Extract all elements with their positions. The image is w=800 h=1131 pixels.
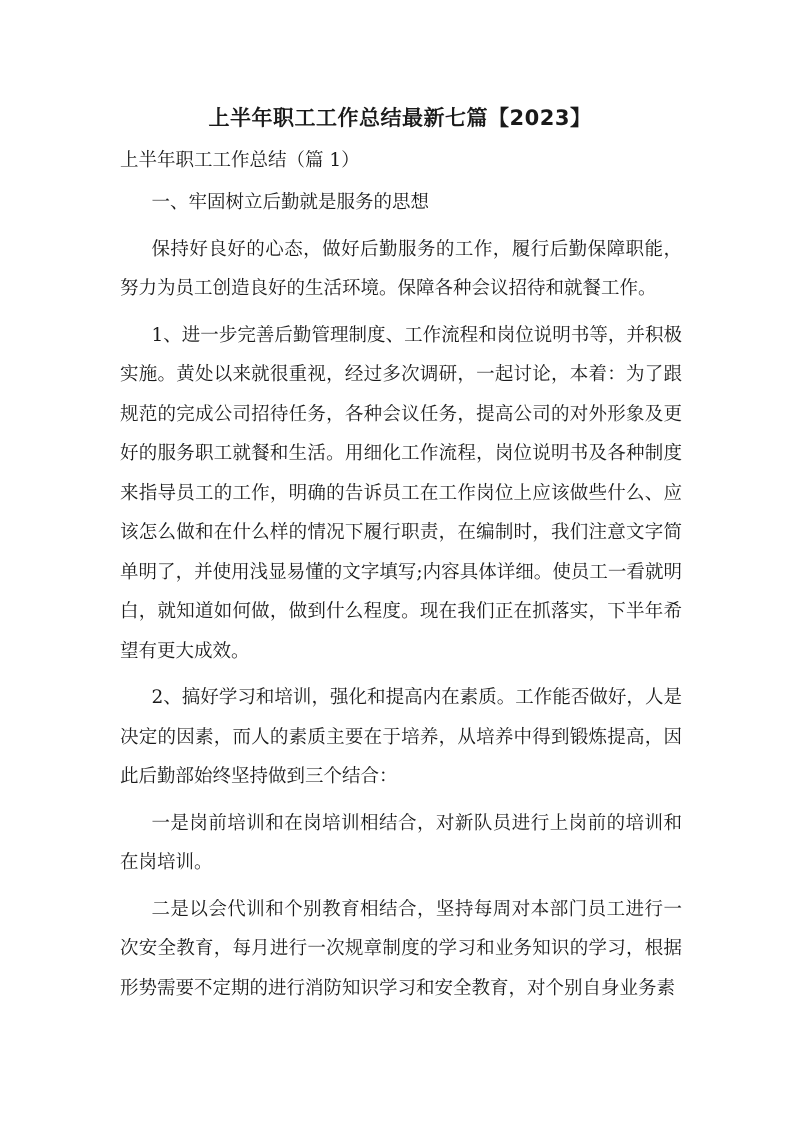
- paragraph: 一是岗前培训和在岗培训相结合，对新队员进行上岗前的培训和在岗培训。: [120, 812, 682, 873]
- paragraph: 二是以会代训和个别教育相结合，坚持每周对本部门员工进行一次安全教育，每月进行一次规章制度的学习和业务知识的学习，根据形势需要不定期的进行消防知识学习和安全教育，对个别自身业务素: [120, 898, 682, 999]
- section-heading: 上半年职工工作总结（篇 1）: [120, 150, 360, 171]
- paragraph: 保持好良好的心态，做好后勤服务的工作，履行后勤保障职能，努力为员工创造良好的生活环境。保障各种会议招待和就餐工作。: [120, 238, 682, 299]
- paragraph-heading-1: 一、牢固树立后勤就是服务的思想: [151, 192, 429, 213]
- document-title: 上半年职工工作总结最新七篇【2023】: [208, 106, 592, 130]
- paragraph: 2、搞好学习和培训，强化和提高内在素质。工作能否做好，人是决定的因素，而人的素质主要在于培养，从培养中得到锻炼提高，因此后勤部始终坚持做到三个结合：: [120, 687, 682, 787]
- document-body: [120, 183, 682, 1015]
- paragraph: 1、进一步完善后勤管理制度、工作流程和岗位说明书等，并积极实施。黄处以来就很重视，经过多次调研，一起讨论，本着：为了跟规范的完成公司招待任务，各种会议任务，提高公司的对外形象及更好的服务职工就餐和生活。用细化工作流程，岗位说明书及各种制度来指导员工的工作，明确的告诉员工在工作岗位上应该做些什么、应该怎么做和在什么样的情况下履行职责，在编制时，我们注意文字简单明了，并使用浅显易懂的文字填写;内容具体详细。使员工一看就明白，就知道如何做，做到什么程度。现在我们正在抓落实，下半年希望有更大成效。: [120, 324, 682, 662]
